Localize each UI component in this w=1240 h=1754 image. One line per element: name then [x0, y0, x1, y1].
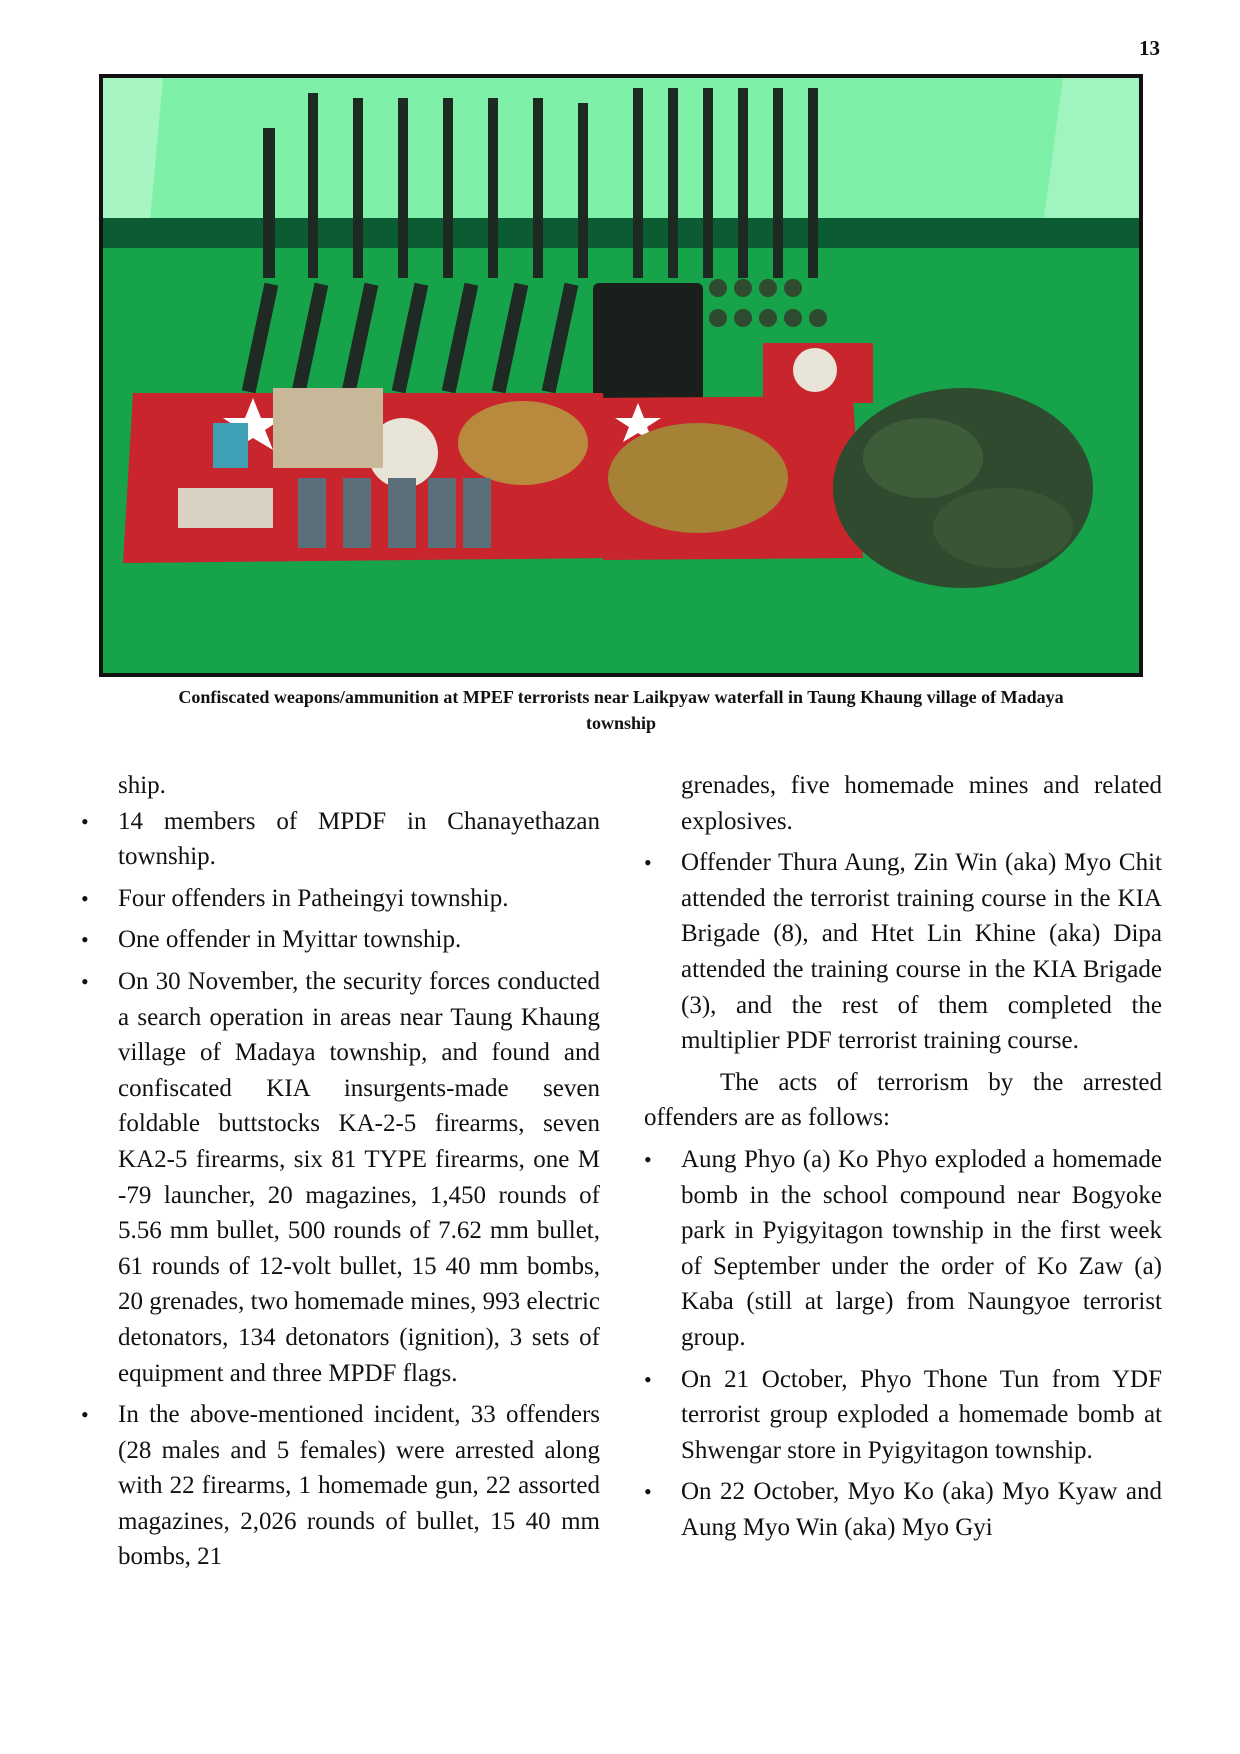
- list-item: • Four offenders in Patheingyi township.: [118, 881, 600, 917]
- caption-line-2: township: [585, 713, 657, 733]
- body-paragraph: The acts of terrorism by the arrested offenders are as follows:: [644, 1068, 1162, 1132]
- list-item: • Offender Thura Aung, Zin Win (aka) Myo Chit attended the terrorist training course in the KIA Brigade (8), and Htet Lin Khine (aka) Dipa attended the training course in the KIA Brigade (3), and the rest of them completed the multiplier PDF terrorist training course.: [681, 845, 1162, 1059]
- list-item: • In the above-mentioned incident, 33 offenders (28 males and 5 females) were arrested along with 22 firearms, 1 homemade gun, 22 assorted magazines, 2,026 rounds of bullet, 15 40 mm bombs, 21: [118, 1397, 600, 1575]
- list-item: • On 22 October, Myo Ko (aka) Myo Kyaw and Aung Myo Win (aka) Myo Gyi: [681, 1474, 1162, 1545]
- caption-line-1: Confiscated weapons/ammunition at MPEF terrorists near Laikpyaw waterfall in Taung Khaung village of Madaya: [178, 687, 1064, 707]
- right-continuation-text: grenades, five homemade mines and related explosives.: [681, 772, 1162, 835]
- left-bullet-list: [118, 804, 600, 1575]
- confiscated-weapons-photo: [99, 74, 1143, 677]
- right-bullet-list-a: [644, 845, 1162, 1059]
- left-continuation-text: ship.: [118, 772, 166, 799]
- list-item: • 14 members of MPDF in Chanayethazan township.: [118, 804, 600, 875]
- right-bullet-list-b: [644, 1142, 1162, 1546]
- photo-icon: [103, 78, 1139, 673]
- right-column: [644, 768, 1162, 1551]
- photo-caption: [99, 684, 1143, 736]
- list-item: • On 21 October, Phyo Thone Tun from YDF terrorist group exploded a homemade bomb at Shwengar store in Pyigyitagon township.: [681, 1362, 1162, 1469]
- list-item: • On 30 November, the security forces conducted a search operation in areas near Taung Khaung village of Madaya township, and found and confiscated KIA insurgents-made seven foldable buttstocks KA-2-5 firearms, seven KA2-5 firearms, six 81 TYPE firearms, one M -79 launcher, 20 magazines, 1,450 rounds of 5.56 mm bullet, 500 rounds of 7.62 mm bullet, 61 rounds of 12-volt bullet, 15 40 mm bombs, 20 grenades, two homemade mines, 993 electric detonators, 134 detonators (ignition), 3 sets of equipment and three MPDF flags.: [118, 964, 600, 1391]
- list-item: • Aung Phyo (a) Ko Phyo exploded a homemade bomb in the school compound near Bogyoke park in Pyigyitagon township in the first week of September under the order of Ko Zaw (a) Kaba (still at large) from Naungyoe terrorist group.: [681, 1142, 1162, 1356]
- list-item: • One offender in Myittar township.: [118, 922, 600, 958]
- left-column: [118, 768, 600, 1581]
- page-number: 13: [1139, 36, 1160, 60]
